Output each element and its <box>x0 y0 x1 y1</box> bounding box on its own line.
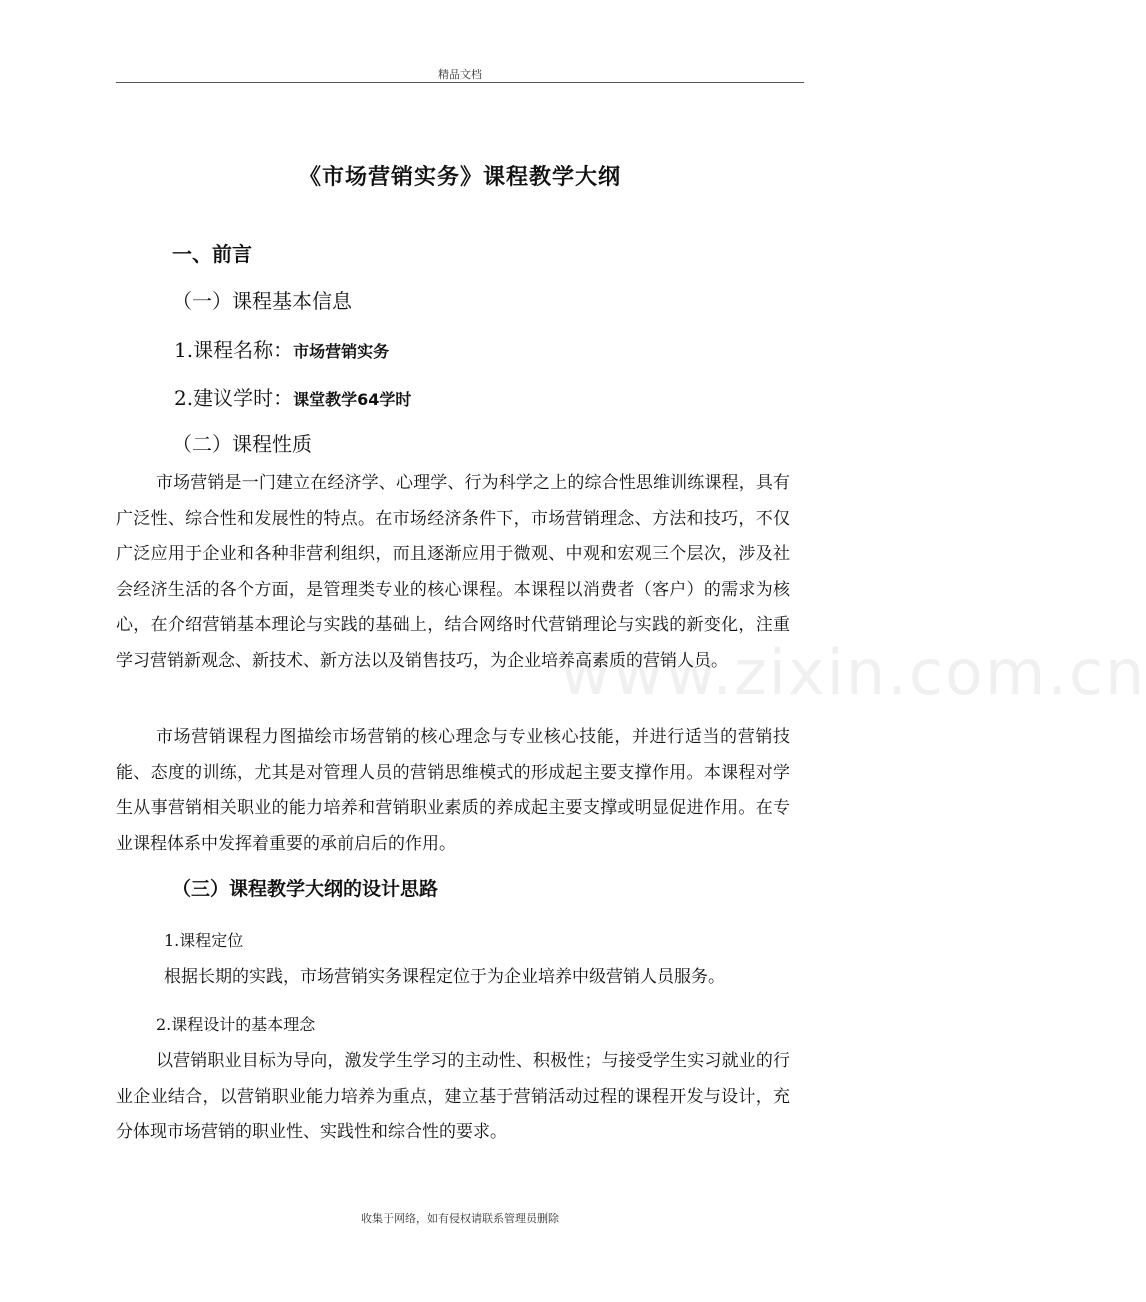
hours-line <box>174 382 411 411</box>
page-footer: 收集于网络，如有侵权请联系管理员删除 <box>361 1212 559 1225</box>
course-name-value: 市场营销实务 <box>293 342 390 361</box>
hours-label: 2.建议学时： <box>174 386 294 410</box>
course-name-label: 1.课程名称： <box>174 338 294 362</box>
course-nature-heading: （二）课程性质 <box>172 432 312 456</box>
document-title: 《市场营销实务》课程教学大纲 <box>298 165 621 190</box>
watermark: www.zixin.com.cn <box>560 636 1146 709</box>
positioning-title: 1.课程定位 <box>164 931 244 950</box>
basic-info-heading: （一）课程基本信息 <box>172 289 352 313</box>
design-ideas-heading: （三）课程教学大纲的设计思路 <box>172 878 439 900</box>
positioning-text: 根据长期的实践，市场营销实务课程定位于为企业培养中级营销人员服务。 <box>164 967 725 987</box>
nature-paragraph-2: 市场营销课程力图描绘市场营销的核心理念与专业核心技能，并进行适当的营销技能、态度的训练，尤其是对管理人员的营销思维模式的形成起主要支撑作用。本课程对学生从事营销相关职业的能力培养和营销职业素质的养成起主要支撑或明显促进作用。在专业课程体系中发挥着重要的承前启后的作用。 <box>116 727 790 854</box>
header-divider <box>116 82 804 83</box>
nature-paragraph-1: 市场营销是一门建立在经济学、心理学、行为科学之上的综合性思维训练课程，具有广泛性、综合性和发展性的特点。在市场经济条件下，市场营销理念、方法和技巧，不仅广泛应用于企业和各种非营利组织，而且逐渐应用于微观、中观和宏观三个层次，涉及社会经济生活的各个方面，是管理类专业的核心课程。本课程以消费者（客户）的需求为核心，在介绍营销基本理论与实践的基础上，结合网络时代营销理论与实践的新变化，注重学习营销新观念、新技术、新方法以及销售技巧，为企业培养高素质的营销人员。 <box>116 473 790 671</box>
course-name-line <box>174 334 389 363</box>
section-preface-heading: 一、前言 <box>172 242 252 266</box>
page-header: 精品文档 <box>438 68 482 81</box>
concept-paragraph: 以营销职业目标为导向，激发学生学习的主动性、积极性；与接受学生实习就业的行业企业结合，以营销职业能力培养为重点，建立基于营销活动过程的课程开发与设计，充分体现市场营销的职业性、实践性和综合性的要求。 <box>116 1051 790 1142</box>
hours-value: 课堂教学64学时 <box>293 390 412 409</box>
concept-title: 2.课程设计的基本理念 <box>156 1015 316 1034</box>
